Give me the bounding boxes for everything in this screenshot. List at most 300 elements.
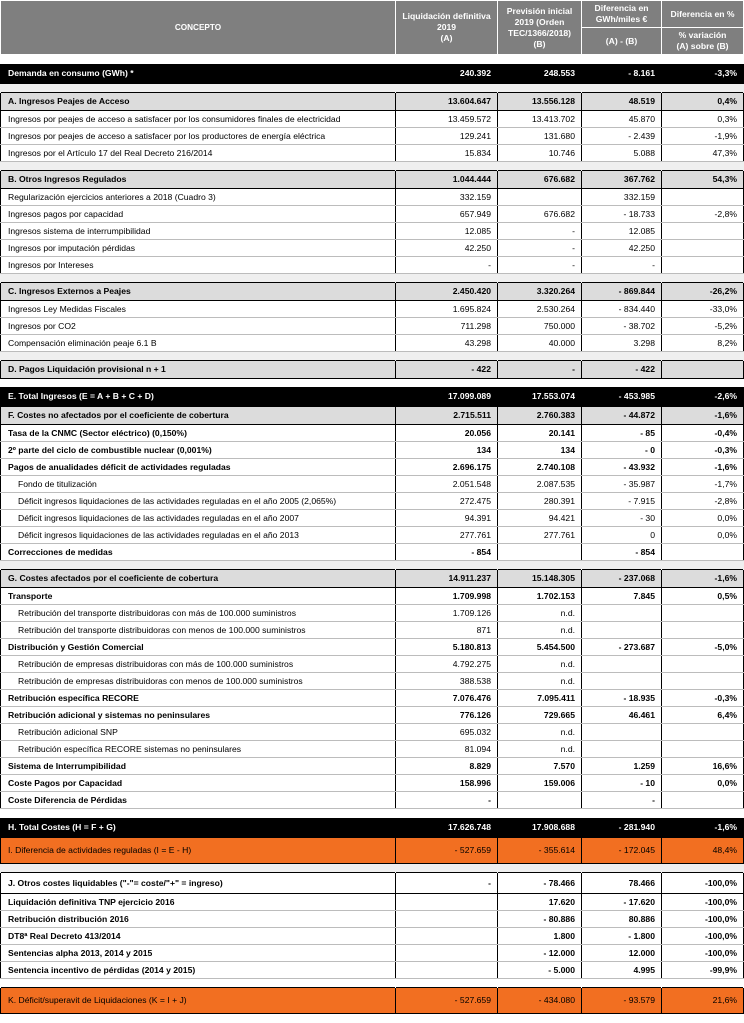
- pct-cell: -0,4%: [662, 425, 744, 442]
- spacer-cell: [662, 561, 744, 570]
- table-row: [1, 690, 744, 707]
- header-col-a-line3: (A): [440, 33, 453, 43]
- value-b-cell: 750.000: [498, 317, 582, 334]
- concept-cell: Retribución del transporte distribuidoras con más de 100.000 suministros: [1, 605, 396, 622]
- value-b-cell: 2.760.383: [498, 407, 582, 425]
- pct-cell: [662, 256, 744, 273]
- table-row: [1, 334, 744, 351]
- diff-cell: - 422: [582, 360, 662, 378]
- value-b-cell: 94.421: [498, 510, 582, 527]
- pct-cell: 54,3%: [662, 170, 744, 188]
- diff-cell: - 172.045: [582, 837, 662, 863]
- value-a-cell: 13.459.572: [396, 110, 498, 127]
- spacer-cell: [582, 863, 662, 872]
- diff-cell: 12.085: [582, 222, 662, 239]
- value-a-cell: 2.051.548: [396, 476, 498, 493]
- spacer-cell: [498, 273, 582, 282]
- diff-cell: 332.159: [582, 188, 662, 205]
- concept-cell: F. Costes no afectados por el coeficiente de cobertura: [1, 407, 396, 425]
- table-row: [1, 222, 744, 239]
- table-body: [1, 55, 744, 1014]
- value-b-cell: - 355.614: [498, 837, 582, 863]
- diff-cell: - 43.932: [582, 459, 662, 476]
- table-row: [1, 205, 744, 222]
- value-a-cell: 657.949: [396, 205, 498, 222]
- table-row: [1, 188, 744, 205]
- concept-cell: Correcciones de medidas: [1, 544, 396, 561]
- value-a-cell: [396, 893, 498, 910]
- pct-cell: 0,4%: [662, 92, 744, 110]
- header-col-b-line1: Previsión inicial: [506, 5, 573, 16]
- table-row: [1, 442, 744, 459]
- spacer-cell: [582, 561, 662, 570]
- value-a-cell: 8.829: [396, 758, 498, 775]
- value-a-cell: -: [396, 792, 498, 809]
- table-row: [1, 987, 744, 1013]
- header-col-d-sub2: (A) sobre (B): [676, 41, 729, 51]
- concept-cell: Retribución específica RECORE: [1, 690, 396, 707]
- value-b-cell: 17.553.074: [498, 387, 582, 407]
- pct-cell: 0,3%: [662, 110, 744, 127]
- spacer-cell: [498, 161, 582, 170]
- diff-cell: 0: [582, 527, 662, 544]
- pct-cell: [662, 741, 744, 758]
- diff-cell: - 834.440: [582, 300, 662, 317]
- header-col-d-sub1: % variación: [678, 30, 727, 40]
- value-a-cell: [396, 910, 498, 927]
- header-concept: [1, 1, 396, 55]
- value-a-cell: 17.626.748: [396, 818, 498, 838]
- value-b-cell: -: [498, 222, 582, 239]
- value-a-cell: 277.761: [396, 527, 498, 544]
- pct-cell: [662, 656, 744, 673]
- spacer-cell: [396, 161, 498, 170]
- concept-cell: Retribución de empresas distribuidoras con más de 100.000 suministros: [1, 656, 396, 673]
- value-b-cell: 17.620: [498, 893, 582, 910]
- value-a-cell: 4.792.275: [396, 656, 498, 673]
- spacer-cell: [1, 351, 396, 360]
- spacer-cell: [396, 809, 498, 818]
- concept-cell: Regularización ejercicios anteriores a 2018 (Cuadro 3): [1, 188, 396, 205]
- header-col-c-line1: Diferencia en: [594, 3, 649, 13]
- diff-cell: 12.000: [582, 944, 662, 961]
- spacer-row: [1, 55, 744, 64]
- spacer-cell: [498, 83, 582, 92]
- spacer-cell: [498, 863, 582, 872]
- spacer-cell: [582, 83, 662, 92]
- diff-cell: 1.259: [582, 758, 662, 775]
- pct-cell: -99,9%: [662, 961, 744, 978]
- spacer-cell: [662, 863, 744, 872]
- concept-cell: G. Costes afectados por el coeficiente de cobertura: [1, 570, 396, 588]
- pct-cell: -0,3%: [662, 690, 744, 707]
- pct-cell: -100,0%: [662, 872, 744, 893]
- concept-cell: Déficit ingresos liquidaciones de las actividades reguladas en el año 2013: [1, 527, 396, 544]
- diff-cell: - 7.915: [582, 493, 662, 510]
- spacer-row: [1, 978, 744, 987]
- spacer-row: [1, 561, 744, 570]
- table-row: [1, 64, 744, 84]
- diff-cell: - 35.987: [582, 476, 662, 493]
- value-b-cell: 2.530.264: [498, 300, 582, 317]
- value-b-cell: - 12.000: [498, 944, 582, 961]
- table-row: [1, 527, 744, 544]
- concept-cell: Sistema de Interrumpibilidad: [1, 758, 396, 775]
- concept-cell: Ingresos sistema de interrumpibilidad: [1, 222, 396, 239]
- diff-cell: - 281.940: [582, 818, 662, 838]
- value-b-cell: [498, 544, 582, 561]
- value-a-cell: 43.298: [396, 334, 498, 351]
- value-b-cell: 7.570: [498, 758, 582, 775]
- table-row: [1, 510, 744, 527]
- value-b-cell: 131.680: [498, 127, 582, 144]
- concept-cell: Retribución específica RECORE sistemas no peninsulares: [1, 741, 396, 758]
- header-col-c-line2: GWh/miles €: [595, 14, 648, 24]
- spacer-cell: [396, 273, 498, 282]
- pct-cell: -1,7%: [662, 476, 744, 493]
- value-a-cell: 15.834: [396, 144, 498, 161]
- table-row: [1, 170, 744, 188]
- pct-cell: -2,6%: [662, 387, 744, 407]
- concept-cell: Ingresos pagos por capacidad: [1, 205, 396, 222]
- value-b-cell: 277.761: [498, 527, 582, 544]
- value-a-cell: 1.695.824: [396, 300, 498, 317]
- value-b-cell: -: [498, 239, 582, 256]
- table-row: [1, 570, 744, 588]
- diff-cell: - 44.872: [582, 407, 662, 425]
- spacer-cell: [498, 978, 582, 987]
- diff-cell: - 237.068: [582, 570, 662, 588]
- concept-cell: 2º parte del ciclo de combustible nuclear (0,001%): [1, 442, 396, 459]
- value-a-cell: 129.241: [396, 127, 498, 144]
- value-b-cell: -: [498, 256, 582, 273]
- value-a-cell: - 854: [396, 544, 498, 561]
- concept-cell: Retribución de empresas distribuidoras con menos de 100.000 suministros: [1, 673, 396, 690]
- pct-cell: 47,3%: [662, 144, 744, 161]
- spacer-cell: [1, 83, 396, 92]
- concept-cell: H. Total Costes (H = F + G): [1, 818, 396, 838]
- concept-cell: C. Ingresos Externos a Peajes: [1, 282, 396, 300]
- spacer-cell: [396, 978, 498, 987]
- table-row: [1, 110, 744, 127]
- spacer-cell: [498, 55, 582, 64]
- table-row: [1, 127, 744, 144]
- table-row: [1, 544, 744, 561]
- pct-cell: [662, 544, 744, 561]
- value-b-cell: 1.800: [498, 927, 582, 944]
- value-a-cell: 388.538: [396, 673, 498, 690]
- concept-cell: Ingresos por CO2: [1, 317, 396, 334]
- table-row: [1, 724, 744, 741]
- diff-cell: 42.250: [582, 239, 662, 256]
- concept-cell: Liquidación definitiva TNP ejercicio 2016: [1, 893, 396, 910]
- value-b-cell: 676.682: [498, 170, 582, 188]
- value-b-cell: 5.454.500: [498, 639, 582, 656]
- spacer-cell: [396, 55, 498, 64]
- diff-cell: - 17.620: [582, 893, 662, 910]
- pct-cell: 0,0%: [662, 510, 744, 527]
- value-b-cell: -: [498, 360, 582, 378]
- diff-cell: [582, 656, 662, 673]
- value-b-cell: n.d.: [498, 605, 582, 622]
- diff-cell: - 10: [582, 775, 662, 792]
- concept-cell: Transporte: [1, 588, 396, 605]
- diff-cell: 48.519: [582, 92, 662, 110]
- header-col-a: [396, 1, 498, 55]
- value-a-cell: 5.180.813: [396, 639, 498, 656]
- spacer-row: [1, 863, 744, 872]
- table-row: [1, 387, 744, 407]
- value-b-cell: 676.682: [498, 205, 582, 222]
- diff-cell: - 18.935: [582, 690, 662, 707]
- value-a-cell: 711.298: [396, 317, 498, 334]
- diff-cell: [582, 605, 662, 622]
- spacer-cell: [662, 55, 744, 64]
- concept-cell: Déficit ingresos liquidaciones de las actividades reguladas en el año 2007: [1, 510, 396, 527]
- value-b-cell: 15.148.305: [498, 570, 582, 588]
- value-b-cell: 2.740.108: [498, 459, 582, 476]
- header-col-b-line2: 2019 (Orden: [514, 16, 565, 27]
- value-a-cell: 695.032: [396, 724, 498, 741]
- table-row: [1, 407, 744, 425]
- concept-cell: Fondo de titulización: [1, 476, 396, 493]
- spacer-row: [1, 83, 744, 92]
- header-col-c: [582, 1, 662, 28]
- concept-cell: E. Total Ingresos (E = A + B + C + D): [1, 387, 396, 407]
- value-b-cell: 1.702.153: [498, 588, 582, 605]
- pct-cell: [662, 673, 744, 690]
- diff-cell: -: [582, 792, 662, 809]
- spacer-cell: [396, 561, 498, 570]
- pct-cell: 0,0%: [662, 527, 744, 544]
- table-row: [1, 673, 744, 690]
- spacer-cell: [1, 863, 396, 872]
- concept-cell: Ingresos por peajes de acceso a satisfacer por los consumidores finales de electricidad: [1, 110, 396, 127]
- table-row: [1, 425, 744, 442]
- pct-cell: [662, 360, 744, 378]
- spacer-cell: [582, 55, 662, 64]
- concept-cell: Retribución adicional SNP: [1, 724, 396, 741]
- table-row: [1, 588, 744, 605]
- concept-cell: Distribución y Gestión Comercial: [1, 639, 396, 656]
- pct-cell: -100,0%: [662, 944, 744, 961]
- header-col-a-line1: Liquidación definitiva: [402, 11, 491, 21]
- pct-cell: -1,6%: [662, 407, 744, 425]
- value-b-cell: n.d.: [498, 622, 582, 639]
- spacer-cell: [582, 273, 662, 282]
- value-b-cell: - 5.000: [498, 961, 582, 978]
- diff-cell: - 30: [582, 510, 662, 527]
- value-a-cell: 20.056: [396, 425, 498, 442]
- diff-cell: - 273.687: [582, 639, 662, 656]
- diff-cell: - 2.439: [582, 127, 662, 144]
- spacer-cell: [1, 378, 396, 387]
- spacer-cell: [396, 83, 498, 92]
- spacer-cell: [662, 378, 744, 387]
- header-col-b: [498, 1, 582, 55]
- pct-cell: 0,5%: [662, 588, 744, 605]
- diff-cell: 80.886: [582, 910, 662, 927]
- value-a-cell: - 422: [396, 360, 498, 378]
- concept-cell: Sentencia incentivo de pérdidas (2014 y 2015): [1, 961, 396, 978]
- value-a-cell: 776.126: [396, 707, 498, 724]
- table-row: [1, 837, 744, 863]
- concept-cell: D. Pagos Liquidación provisional n + 1: [1, 360, 396, 378]
- pct-cell: -1,6%: [662, 570, 744, 588]
- value-a-cell: 1.709.998: [396, 588, 498, 605]
- table-row: [1, 256, 744, 273]
- concept-cell: Ingresos por peajes de acceso a satisfacer por los productores de energía eléctrica: [1, 127, 396, 144]
- table-row: [1, 239, 744, 256]
- table-row: [1, 493, 744, 510]
- pct-cell: 16,6%: [662, 758, 744, 775]
- value-a-cell: 81.094: [396, 741, 498, 758]
- spacer-cell: [396, 351, 498, 360]
- value-a-cell: 12.085: [396, 222, 498, 239]
- value-a-cell: 14.911.237: [396, 570, 498, 588]
- spacer-cell: [396, 378, 498, 387]
- table-row: [1, 360, 744, 378]
- value-a-cell: 272.475: [396, 493, 498, 510]
- pct-cell: 48,4%: [662, 837, 744, 863]
- concept-cell: A. Ingresos Peajes de Acceso: [1, 92, 396, 110]
- header-concept-text: CONCEPTO: [174, 23, 222, 32]
- spacer-cell: [1, 809, 396, 818]
- concept-cell: Déficit ingresos liquidaciones de las actividades reguladas en el año 2005 (2,065%): [1, 493, 396, 510]
- spacer-cell: [498, 378, 582, 387]
- pct-cell: [662, 622, 744, 639]
- pct-cell: -1,6%: [662, 459, 744, 476]
- pct-cell: -2,8%: [662, 205, 744, 222]
- value-a-cell: [396, 927, 498, 944]
- table-row: [1, 741, 744, 758]
- spacer-cell: [662, 351, 744, 360]
- value-b-cell: 17.908.688: [498, 818, 582, 838]
- value-b-cell: - 78.466: [498, 872, 582, 893]
- diff-cell: - 453.985: [582, 387, 662, 407]
- spacer-cell: [582, 161, 662, 170]
- header-col-c-sub-text: (A) - (B): [605, 35, 638, 46]
- table-row: [1, 476, 744, 493]
- header-col-d: [662, 1, 744, 28]
- spacer-cell: [662, 978, 744, 987]
- pct-cell: -100,0%: [662, 893, 744, 910]
- diff-cell: - 18.733: [582, 205, 662, 222]
- spacer-cell: [582, 978, 662, 987]
- value-b-cell: 2.087.535: [498, 476, 582, 493]
- spacer-cell: [662, 83, 744, 92]
- value-a-cell: 7.076.476: [396, 690, 498, 707]
- spacer-row: [1, 351, 744, 360]
- diff-cell: [582, 741, 662, 758]
- pct-cell: 6,4%: [662, 707, 744, 724]
- pct-cell: -1,6%: [662, 818, 744, 838]
- value-b-cell: 7.095.411: [498, 690, 582, 707]
- value-b-cell: 280.391: [498, 493, 582, 510]
- pct-cell: -33,0%: [662, 300, 744, 317]
- table-row: [1, 622, 744, 639]
- value-b-cell: n.d.: [498, 741, 582, 758]
- concept-cell: J. Otros costes liquidables ("-"= coste/"+" = ingreso): [1, 872, 396, 893]
- value-a-cell: 13.604.647: [396, 92, 498, 110]
- diff-cell: 45.870: [582, 110, 662, 127]
- diff-cell: [582, 724, 662, 741]
- diff-cell: 46.461: [582, 707, 662, 724]
- pct-cell: -0,3%: [662, 442, 744, 459]
- value-b-cell: n.d.: [498, 656, 582, 673]
- spacer-row: [1, 273, 744, 282]
- value-b-cell: - 434.080: [498, 987, 582, 1013]
- value-b-cell: [498, 792, 582, 809]
- pct-cell: -5,2%: [662, 317, 744, 334]
- value-a-cell: 2.715.511: [396, 407, 498, 425]
- concept-cell: Ingresos por imputación pérdidas: [1, 239, 396, 256]
- concept-cell: Retribución distribución 2016: [1, 910, 396, 927]
- pct-cell: 8,2%: [662, 334, 744, 351]
- concept-cell: DT8ª Real Decreto 413/2014: [1, 927, 396, 944]
- header-col-a-line2: 2019: [436, 22, 457, 32]
- pct-cell: -1,9%: [662, 127, 744, 144]
- value-b-cell: - 80.886: [498, 910, 582, 927]
- value-a-cell: 17.099.089: [396, 387, 498, 407]
- table-row: [1, 944, 744, 961]
- pct-cell: [662, 188, 744, 205]
- table-row: [1, 818, 744, 838]
- diff-cell: - 8.161: [582, 64, 662, 84]
- pct-cell: -26,2%: [662, 282, 744, 300]
- value-a-cell: - 527.659: [396, 987, 498, 1013]
- spacer-row: [1, 161, 744, 170]
- concept-cell: Retribución adicional y sistemas no peninsulares: [1, 707, 396, 724]
- spacer-cell: [1, 978, 396, 987]
- header-col-d-top: Diferencia en %: [670, 8, 735, 19]
- spacer-cell: [1, 273, 396, 282]
- table-row: [1, 639, 744, 656]
- concept-cell: Ingresos Ley Medidas Fiscales: [1, 300, 396, 317]
- value-b-cell: 10.746: [498, 144, 582, 161]
- header-col-b-line3: TEC/1366/2018): [507, 27, 572, 38]
- spacer-cell: [1, 161, 396, 170]
- table-row: [1, 605, 744, 622]
- concept-cell: I. Diferencia de actividades reguladas (I = E - H): [1, 837, 396, 863]
- value-b-cell: 40.000: [498, 334, 582, 351]
- diff-cell: 7.845: [582, 588, 662, 605]
- value-a-cell: -: [396, 256, 498, 273]
- table-row: [1, 300, 744, 317]
- spacer-cell: [498, 561, 582, 570]
- value-a-cell: - 527.659: [396, 837, 498, 863]
- value-b-cell: n.d.: [498, 673, 582, 690]
- header-col-b-line4: (B): [533, 38, 546, 49]
- pct-cell: -5,0%: [662, 639, 744, 656]
- value-a-cell: 94.391: [396, 510, 498, 527]
- value-b-cell: 3.320.264: [498, 282, 582, 300]
- table-row: [1, 656, 744, 673]
- spacer-row: [1, 809, 744, 818]
- value-a-cell: 332.159: [396, 188, 498, 205]
- value-a-cell: 240.392: [396, 64, 498, 84]
- spacer-cell: [498, 809, 582, 818]
- value-a-cell: 871: [396, 622, 498, 639]
- spacer-cell: [662, 809, 744, 818]
- diff-cell: 4.995: [582, 961, 662, 978]
- value-b-cell: 13.413.702: [498, 110, 582, 127]
- spacer-cell: [1, 55, 396, 64]
- pct-cell: 21,6%: [662, 987, 744, 1013]
- value-b-cell: n.d.: [498, 724, 582, 741]
- spacer-cell: [582, 809, 662, 818]
- concept-cell: Coste Pagos por Capacidad: [1, 775, 396, 792]
